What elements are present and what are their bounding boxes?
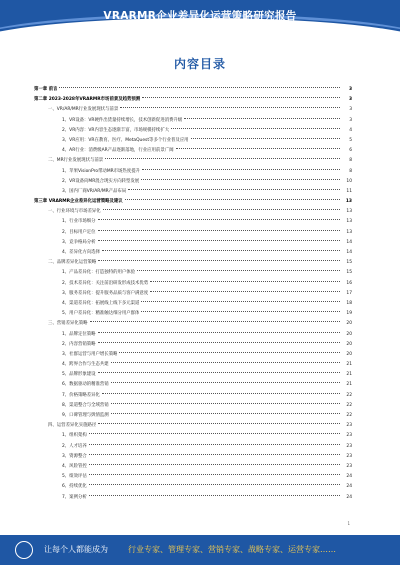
toc-dot-leader	[141, 311, 340, 312]
toc-entry-page: 3	[348, 87, 352, 92]
toc-entry-page: 13	[346, 209, 352, 215]
toc-dot-leader	[89, 495, 340, 496]
toc-entry-title: 4、渠道差异化：拓展线上线下多元渠道	[62, 300, 140, 306]
toc-entry[interactable]	[34, 309, 352, 319]
toc-entry-page: 23	[346, 433, 352, 439]
toc-entry[interactable]	[34, 217, 352, 227]
toc-entry-title: 1、行业市场细分	[62, 219, 96, 225]
toc-entry[interactable]	[34, 248, 352, 258]
toc-entry-page: 20	[346, 351, 352, 357]
toc-entry-page: 13	[346, 229, 352, 235]
toc-entry-page: 22	[346, 402, 352, 408]
toc-entry-page: 24	[346, 484, 352, 490]
toc-entry-title: 3、VR应用：VR在教育、医疗、MetaQuest等多个行业普及应用	[62, 137, 189, 143]
toc-entry[interactable]	[34, 146, 352, 156]
toc-dot-leader	[119, 352, 340, 353]
toc-dot-leader	[111, 362, 340, 363]
toc-entry-page: 15	[346, 260, 352, 266]
toc-entry-page: 11	[346, 188, 352, 194]
toc-entry[interactable]	[34, 340, 352, 350]
toc-heading: 内容目录	[173, 57, 226, 71]
toc-entry-page: 10	[346, 178, 352, 184]
toc-entry-title: 第三章 VRARMR企业差异化运营策略及建议	[34, 199, 123, 205]
toc-dot-leader	[89, 433, 340, 434]
toc-entry[interactable]	[34, 116, 352, 126]
footer-slogan-left: 让每个人都能成为	[44, 545, 108, 554]
toc-dot-leader	[98, 240, 340, 241]
toc-entry[interactable]	[34, 268, 352, 278]
toc-dot-leader	[59, 87, 340, 88]
toc-entry[interactable]	[34, 380, 352, 390]
toc-entry-title: 4、跨界合作与生态共建	[62, 362, 109, 368]
toc-dot-leader	[111, 382, 340, 383]
toc-entry-title: 1、产品差异化：打造独特的用户体验	[62, 270, 136, 276]
toc-entry-title: 4、风险管控	[62, 463, 87, 469]
toc-entry-title: 1、组织架构	[62, 433, 87, 439]
toc-entry[interactable]	[34, 279, 352, 289]
toc-entry[interactable]	[34, 350, 352, 360]
toc-dot-leader	[125, 199, 340, 200]
toc-entry-page: 4	[349, 127, 352, 133]
toc-dot-leader	[176, 148, 341, 149]
table-of-contents	[34, 85, 352, 503]
toc-entry-page: 21	[346, 382, 352, 388]
toc-entry-title: 8、渠道整合与全域营销	[62, 402, 109, 408]
toc-entry-page: 20	[346, 331, 352, 337]
toc-entry[interactable]	[34, 177, 352, 187]
toc-dot-leader	[105, 158, 340, 159]
toc-entry[interactable]	[34, 330, 352, 340]
toc-entry-title: 3、服务差异化：提升服务品质与客户满意度	[62, 290, 149, 296]
toc-entry-page: 8	[349, 168, 352, 174]
toc-entry-page: 20	[346, 341, 352, 347]
toc-dot-leader	[111, 403, 340, 404]
toc-entry-page: 23	[346, 443, 352, 449]
toc-dot-leader	[120, 107, 340, 108]
toc-entry[interactable]	[34, 452, 352, 462]
toc-entry-title: 二、MR行业发展现状与前景	[48, 158, 104, 164]
toc-entry-title: 一、行业环境与市场差异化	[48, 209, 101, 215]
toc-dot-leader	[171, 128, 340, 129]
toc-entry-page: 13	[346, 219, 352, 225]
toc-dot-leader	[89, 484, 340, 485]
toc-entry[interactable]	[34, 126, 352, 136]
toc-dot-leader	[98, 260, 340, 261]
toc-entry-page: 23	[346, 423, 352, 429]
toc-entry-title: 4、AR行业：消费级AR产品逐渐落地，行业应用前景广阔	[62, 148, 174, 154]
report-title: VRARMR企业差异化运营策略研究报告	[103, 10, 297, 22]
toc-entry-page: 14	[346, 239, 352, 245]
toc-dot-leader	[98, 423, 340, 424]
toc-entry-title: 2、技术差异化：关注前沿研发形成技术优势	[62, 280, 149, 286]
toc-entry[interactable]	[34, 360, 352, 370]
toc-entry-title: 4、差异化方向选择	[62, 250, 100, 255]
toc-dot-leader	[141, 179, 340, 180]
toc-entry-title: 第二章 2023-2028年VRARMR市场前景及趋势预测	[34, 97, 141, 103]
toc-entry-page: 14	[346, 250, 352, 255]
toc-entry[interactable]	[34, 401, 352, 411]
toc-entry-title: 5、用户差异化：精准触达细分用户群体	[62, 311, 140, 317]
toc-entry-title: 6、持续优化	[62, 484, 87, 490]
toc-entry[interactable]	[34, 136, 352, 146]
toc-entry-page: 8	[349, 158, 352, 164]
toc-entry-page: 22	[346, 392, 352, 398]
toc-entry-title: 2、人才培养	[62, 443, 87, 449]
toc-entry-page: 15	[346, 270, 352, 276]
toc-dot-leader	[128, 189, 340, 190]
toc-entry-page: 21	[346, 372, 352, 378]
toc-dot-leader	[191, 138, 340, 139]
toc-entry[interactable]	[34, 442, 352, 452]
toc-dot-leader	[137, 270, 340, 271]
report-header-banner	[0, 0, 400, 34]
toc-dot-leader	[102, 393, 340, 394]
toc-dot-leader	[103, 209, 340, 210]
toc-entry[interactable]	[34, 156, 352, 166]
toc-entry-title: 9、口碑管理与舆情监测	[62, 413, 109, 418]
toc-entry-title: 7、价格策略差异化	[62, 392, 100, 398]
toc-dot-leader	[98, 342, 340, 343]
toc-dot-leader	[150, 291, 340, 292]
toc-entry[interactable]	[34, 370, 352, 380]
toc-entry-page: 23	[346, 463, 352, 469]
toc-entry[interactable]	[34, 207, 352, 217]
toc-entry-title: 四、运营差异化实施路径	[48, 423, 97, 429]
toc-dot-leader	[98, 332, 340, 333]
toc-dot-leader	[142, 97, 340, 98]
toc-entry[interactable]	[34, 85, 352, 95]
toc-entry-page: 22	[346, 413, 352, 418]
toc-entry[interactable]	[34, 472, 352, 482]
toc-entry-page: 24	[346, 474, 352, 480]
footer-logo-ring	[15, 541, 33, 559]
toc-dot-leader	[102, 250, 340, 251]
toc-entry[interactable]	[34, 289, 352, 299]
toc-entry-page: 3	[348, 97, 352, 103]
toc-entry[interactable]	[34, 299, 352, 309]
toc-entry-page: 13	[345, 199, 352, 205]
page-number: 1	[347, 521, 350, 526]
toc-entry[interactable]	[34, 105, 352, 115]
toc-entry-title: 5、绩效评估	[62, 474, 87, 480]
toc-entry-title: 3、国内厂商VR/AR/MR产品布局	[62, 188, 127, 194]
toc-entry[interactable]	[34, 228, 352, 238]
toc-entry-title: 2、内容营销策略	[62, 341, 96, 347]
toc-entry-page: 19	[346, 311, 352, 317]
toc-entry[interactable]	[34, 462, 352, 472]
toc-entry-title: 一、VR/AR/MR行业发展现状与前景	[48, 107, 119, 113]
toc-entry-page: 16	[346, 280, 352, 286]
toc-entry[interactable]	[34, 319, 352, 329]
toc-entry[interactable]	[34, 411, 352, 421]
toc-entry-title: 7、案例分析	[62, 494, 87, 500]
toc-entry-title: 3、社群运营与用户增长策略	[62, 351, 118, 357]
toc-dot-leader	[98, 219, 340, 220]
toc-entry-title: 第一章 前言	[34, 87, 58, 92]
toc-dot-leader	[89, 454, 340, 455]
toc-entry[interactable]	[34, 431, 352, 441]
toc-entry[interactable]	[34, 391, 352, 401]
toc-entry[interactable]	[34, 421, 352, 431]
toc-entry-title: 6、数据驱动的精准营销	[62, 382, 109, 388]
toc-entry-title: 1、品牌定位策略	[62, 331, 96, 337]
toc-entry[interactable]	[34, 482, 352, 492]
toc-dot-leader	[141, 301, 340, 302]
footer-banner	[0, 535, 400, 565]
toc-entry[interactable]	[34, 238, 352, 248]
toc-entry-page: 6	[349, 148, 352, 154]
toc-entry-title: 二、品牌差异化运营策略	[48, 260, 97, 266]
toc-entry-page: 23	[346, 453, 352, 459]
toc-entry-page: 21	[346, 362, 352, 368]
footer-slogan-right: 行业专家、管理专家、营销专家、战略专家、运营专家……	[128, 545, 336, 554]
toc-entry-title: 2、目标用户定位	[62, 229, 96, 235]
toc-entry-title: 3、竞争格局分析	[62, 239, 96, 245]
toc-entry-title: 3、资源整合	[62, 453, 87, 459]
toc-entry-page: 3	[349, 117, 352, 123]
toc-dot-leader	[89, 474, 340, 475]
toc-dot-leader	[89, 464, 340, 465]
toc-entry-page: 17	[346, 290, 352, 296]
toc-entry[interactable]	[34, 167, 352, 177]
toc-dot-leader	[111, 413, 340, 414]
toc-entry-title: 1、苹果VisionPro带动MR市场热度提升	[62, 168, 140, 174]
toc-dot-leader	[142, 169, 340, 170]
toc-entry-page: 3	[349, 107, 352, 113]
toc-dot-leader	[184, 118, 340, 119]
toc-entry[interactable]	[34, 187, 352, 197]
toc-dot-leader	[90, 321, 340, 322]
toc-entry[interactable]	[34, 197, 352, 207]
toc-entry-title: 三、营销差异化策略	[48, 321, 88, 327]
toc-entry-page: 20	[346, 321, 352, 327]
toc-dot-leader	[98, 230, 340, 231]
toc-dot-leader	[98, 372, 340, 373]
toc-entry[interactable]	[34, 493, 352, 503]
toc-entry-title: 5、品牌形象建设	[62, 372, 96, 378]
toc-entry-page: 24	[346, 494, 352, 500]
toc-entry-title: 2、VR内容：VR内容生态逐渐丰富，市场规模持续扩大	[62, 127, 170, 133]
toc-entry-page: 5	[349, 137, 352, 143]
toc-dot-leader	[150, 281, 340, 282]
toc-entry-title: 1、VR设备：VR硬件出货量持续增长，技术创新促进消费升级	[62, 117, 183, 123]
toc-entry[interactable]	[34, 258, 352, 268]
toc-entry-page: 18	[346, 300, 352, 306]
toc-entry-title: 2、VR设备向MR混合现实方向转型发展	[62, 178, 140, 184]
toc-dot-leader	[89, 444, 340, 445]
toc-entry[interactable]	[34, 95, 352, 105]
